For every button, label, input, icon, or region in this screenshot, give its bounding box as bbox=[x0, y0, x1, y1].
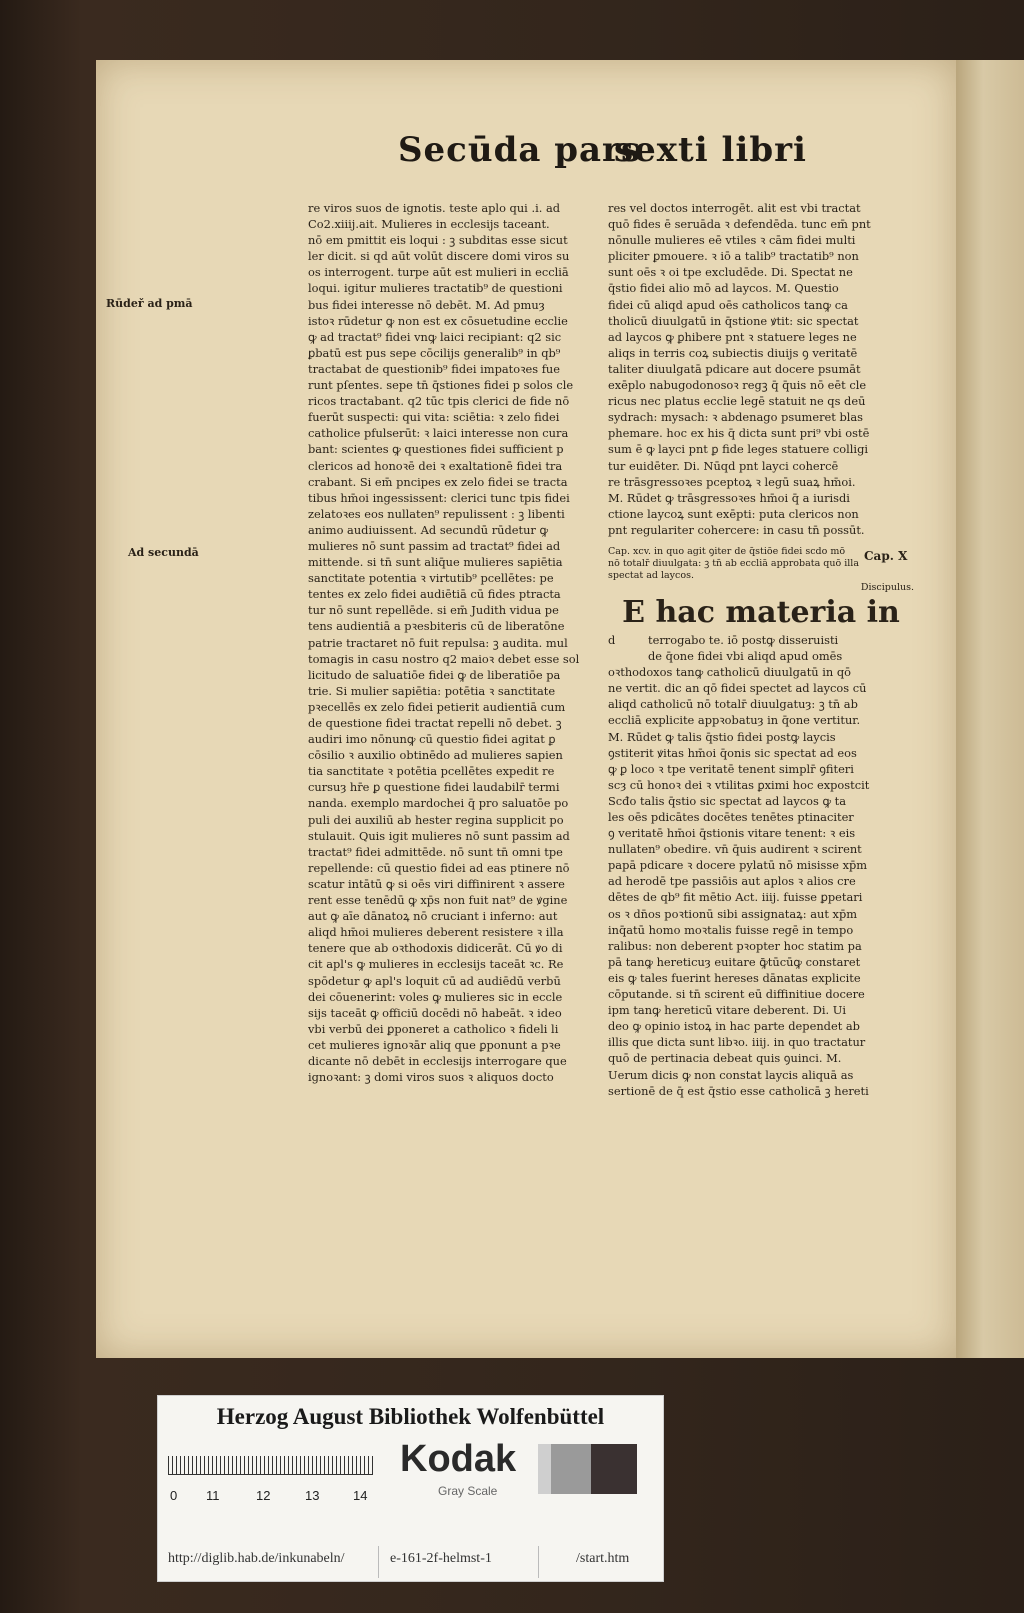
library-reference-card bbox=[157, 1395, 664, 1582]
chapter-opening-heading: E hac materia in bbox=[622, 594, 900, 630]
text-line: de questione fidei tractat repelli nō debet. ꝫ bbox=[308, 716, 562, 730]
running-head-left: Secūda pars bbox=[398, 130, 642, 170]
spacer bbox=[608, 538, 914, 546]
text-line bbox=[608, 632, 914, 648]
text-line: aliqd hm̄oi mulieres deberent resistere ꝛ illa bbox=[308, 925, 564, 940]
kodak-gray-scale-label: Gray Scale bbox=[438, 1484, 498, 1498]
text-line: aliqd catholicū nō totalr̄ diuulgatuȝ: ꝫ tn̄ ab bbox=[608, 697, 858, 712]
gray-patch-dark bbox=[591, 1444, 637, 1494]
text-line: ꝑbatū est pus sepe cōcilijs generalib⁹ in qb⁹ bbox=[308, 345, 561, 360]
text-line: clericos ad honoꝛē dei ꝛ exaltationē fidei tra bbox=[308, 458, 563, 473]
text-line: ꝯstiterit ꝟitas hm̄oi q̄onis sic spectat ad eos bbox=[608, 745, 857, 760]
text-line: sijs taceāt ꝙ officiū docēdi nō habeāt. ꝛ ideo bbox=[308, 1005, 562, 1020]
text-line: repellende: cū questio fidei ad eas ptinere nō bbox=[308, 860, 570, 875]
text-line: ne vertit. dic an qō fidei spectet ad laycos cū bbox=[608, 681, 867, 696]
ruler-number: 0 bbox=[170, 1488, 178, 1503]
text-line: ler dicit. si qd aūt volūt discere domi viros su bbox=[308, 249, 570, 264]
text-line: mulieres nō sunt passim ad tractat⁹ fidei ad bbox=[308, 538, 561, 553]
text-line: bant: scientes ꝙ questiones fidei sufficient p bbox=[308, 442, 564, 457]
text-line: de q̄one fidei vbi aliqd apud omēs bbox=[648, 649, 843, 664]
text-line: bus fidei interesse nō debēt. M. Ad pmuȝ bbox=[308, 297, 545, 312]
text-line: pliciter ꝑmouere. ꝛ iō a talib⁹ tractatib⁹ non bbox=[608, 249, 859, 264]
url-prefix: http://diglib.hab.de/inkunabeln/ bbox=[168, 1551, 345, 1566]
text-line: ipm tanꝙ hereticū vitare deberent. Di. Ui bbox=[608, 1003, 846, 1018]
text-line: ricus nec platus ecclie legē statuit ne qs deū bbox=[608, 394, 866, 409]
kodak-logo bbox=[398, 1440, 538, 1498]
text-line: animo audiuissent. Ad secundū rūdetur ꝙ bbox=[308, 522, 549, 537]
text-line: licitudo de saluatiōe fidei ꝙ de liberatiōe pa bbox=[308, 667, 561, 682]
text-line: tia sanctitate ꝛ potētia pcellētes expedit re bbox=[308, 764, 555, 779]
right-text-column bbox=[608, 200, 914, 1099]
ruler-number: 12 bbox=[256, 1488, 271, 1503]
text-line: tentes ex zelo fidei audiētiā cū fides ptracta bbox=[308, 587, 561, 602]
book-page bbox=[96, 60, 956, 1358]
text-line: cursuȝ hr̄e ꝑ questione fidei laudabilr̄ termi bbox=[308, 780, 560, 795]
text-line: dei cōuenerint: voles ꝙ mulieres sic in eccle bbox=[308, 989, 563, 1004]
text-line: audiri imo nōnunꝙ cū questio fidei agitat ꝑ bbox=[308, 732, 556, 747]
text-line: deo ꝙ opinio istoꝝ in hac parte dependet ab bbox=[608, 1019, 860, 1034]
text-line: trie. Si mulier sapiētia: potētia ꝛ sanctitate bbox=[308, 683, 556, 698]
text-line: ricos tractabant. q2 tūc tpis clerici de fide nō bbox=[308, 394, 570, 409]
chapter-marginal-mark: Cap. X bbox=[864, 549, 908, 563]
text-line: tholicū diuulgatū in q̄stione ꝟtit: sic spectat bbox=[608, 313, 859, 328]
text-line: istoꝛ rūdetur ꝙ non est ex cōsuetudine ecclie bbox=[308, 313, 568, 328]
text-line: sunt oēs ꝛ oi tpe excludēde. Di. Spectat ne bbox=[608, 265, 853, 280]
text-line: pnt regulariter cohercere: in casu tn̄ possūt. bbox=[608, 522, 865, 537]
text-line: quō de pertinacia debeat quis ꝯuinci. M. bbox=[608, 1051, 842, 1066]
text-line: nullaten⁹ obedire. vn̄ q̄uis audirent ꝛ scirent bbox=[608, 842, 862, 857]
text-line: inq̄atū homo moꝛtalis fuisse regē in tempo bbox=[608, 922, 854, 937]
text-line: fidei cū aliqd apud oēs catholicos tanꝙ ca bbox=[608, 297, 848, 312]
text-line: les oēs pdicātes docētes tenētes ptinaciter bbox=[608, 810, 854, 824]
text-line: tibus hm̄oi ingessissent: clerici tunc tpis fidei bbox=[308, 490, 570, 505]
text-line: nō em pmittit eis loqui : ꝫ subditas esse sicut bbox=[308, 233, 568, 248]
text-line: cōsilio ꝛ auxilio obtinēdo ad mulieres sapien bbox=[308, 748, 563, 763]
text-line: ralibus: non deberent pꝛopter hoc statim pa bbox=[608, 938, 862, 953]
text-line: sanctitate potentia ꝛ virtutib⁹ pcellētes: pe bbox=[308, 571, 554, 586]
margin-note-second: Ad secundā bbox=[128, 546, 199, 559]
text-line: ꝙ ad tractat⁹ fidei vnꝙ laici recipiant: q2 sic bbox=[308, 329, 562, 344]
text-line: scatur intātū ꝙ si oēs viri diffinirent ꝛ assere bbox=[308, 876, 565, 891]
text-line: M. Rūdet ꝙ trāsgressoꝛes hm̄oi q̄ a iurisdi bbox=[608, 490, 850, 505]
text-line: nanda. exemplo mardochei q̄ pro saluatōe po bbox=[308, 796, 569, 811]
text-line: quō fides ē seruāda ꝛ defendēda. tunc em̄ pnt bbox=[608, 217, 871, 232]
running-head-right: sexti libri bbox=[614, 130, 807, 170]
gray-patch-mid bbox=[551, 1444, 591, 1494]
text-line: sertionē de q̄ est q̄stio esse catholicā ꝫ hereti bbox=[608, 1083, 869, 1098]
text-line: aliqs in terris coꝝ subiectis diuijs ꝯ veritatē bbox=[608, 345, 858, 360]
text-line: fuerūt suspecti: qui vita: sciētia: ꝛ zelo fidei bbox=[308, 410, 560, 425]
library-name: Herzog August Bibliothek Wolfenbüttel bbox=[216, 1404, 605, 1429]
text-line: stulauit. Quis igit mulieres nō sunt passim ad bbox=[308, 828, 570, 843]
text-line: runt pſentes. sepe tn̄ q̄stiones fidei p solos cle bbox=[308, 378, 574, 393]
chapter-heading-line: nō totalr̄ diuulgata: ꝫ tn̄ ab eccliā approbata quō illa bbox=[608, 557, 859, 569]
text-line: ꝯ veritatē hm̄oi q̄stionis vitare tenent: ꝛ eis bbox=[608, 826, 856, 841]
text-line: Uerum dicis ꝙ non constat laycis aliquā as bbox=[608, 1067, 854, 1082]
left-text-column bbox=[308, 200, 598, 1085]
text-line: Co2.xiiij.ait. Mulieres in ecclesijs taceant. bbox=[308, 217, 550, 232]
text-line: exēplo nabugodonosoꝛ regꝫ q̄ q̄uis nō eēt cle bbox=[608, 378, 867, 393]
text-line: os ꝛ dn̄os poꝛtionū sibi assignataꝝ: aut xp̄m bbox=[608, 906, 858, 921]
text-line: re viros suos de ignotis. teste aplo qui .i. ad bbox=[308, 201, 561, 215]
text-line: sum ē ꝙ layci pnt ꝑ fide leges statuere colligi bbox=[608, 442, 869, 457]
text-line: dicante nō debēt in ecclesijs interrogare que bbox=[308, 1053, 567, 1068]
text-line: cit apl's ꝙ mulieres in ecclesijs taceāt ꝛc. Re bbox=[308, 957, 564, 972]
text-line: M. Rūdet ꝙ talis q̄stio fidei postꝙ laycis bbox=[608, 729, 836, 744]
text-line: ignoꝛant: ꝫ domi viros suos ꝛ aliquos docto bbox=[308, 1070, 554, 1085]
text-line: eis ꝙ tales fuerint hereses dānatas explicite bbox=[608, 970, 861, 985]
ruler-number: 13 bbox=[305, 1488, 320, 1503]
text-line: pꝛecellēs ex zelo fidei petierit audientiā cum bbox=[308, 699, 566, 714]
text-line: ad herodē tpe passiōis aut aplos ꝛ alios cre bbox=[608, 874, 856, 889]
text-line: tractabat de questionib⁹ fidei impatoꝛes fue bbox=[308, 361, 560, 376]
text-line: phemare. hoc ex his q̄ dicta sunt pri⁹ vbi ostē bbox=[608, 426, 870, 441]
text-line: puli dei auxiliū ab hester regina supplicit po bbox=[308, 812, 564, 827]
text-line: pā tanꝙ hereticuȝ euitare ꝙ̄tūcūꝙ constaret bbox=[608, 954, 861, 969]
url-identifier: e-161-2f-helmst-1 bbox=[390, 1551, 492, 1566]
card-divider bbox=[538, 1546, 539, 1578]
text-line: tenere que ab oꝛthodoxis didicerāt. Cū ꝟo di bbox=[308, 941, 563, 956]
text-line: nōnulle mulieres eē vtiles ꝛ cām fidei multi bbox=[608, 233, 856, 248]
text-line: q̄stio fidei alio mō ad laycos. M. Questio bbox=[608, 281, 839, 296]
gray-patch-light bbox=[538, 1444, 551, 1494]
ruler-number: 14 bbox=[353, 1488, 368, 1503]
text-line: tractat⁹ fidei admittēde. nō sunt tn̄ omni tpe bbox=[308, 844, 563, 859]
chapter-heading-line: spectat ad laycos. bbox=[608, 569, 694, 581]
text-line: res vel doctos interrogēt. alit est vbi tractat bbox=[608, 201, 861, 215]
text-line: ad laycos ꝙ ꝑhibere pnt ꝛ statuere leges ne bbox=[608, 329, 857, 344]
card-divider bbox=[378, 1546, 379, 1578]
text-line: re trāsgressoꝛes pceptoꝝ ꝛ legū suaꝝ hm̄oi. bbox=[608, 474, 856, 489]
text-line: oꝛthodoxos tanꝙ catholicū diuulgatū in qō bbox=[608, 665, 851, 680]
text-line: scȝ cū honoꝛ dei ꝛ vtilitas ꝑximi hoc expostcit bbox=[608, 777, 870, 792]
text-line: spōdetur ꝙ apl's loquit cū ad audiēdū verbū bbox=[308, 973, 561, 988]
text-line: os interrogent. turpe aūt est mulieri in eccliā bbox=[308, 265, 569, 280]
text-line: cōputande. si tn̄ scirent eū diffinitiue docere bbox=[608, 987, 865, 1002]
url-suffix: /start.htm bbox=[576, 1551, 630, 1566]
margin-note-first: Rūdeř ad pmā bbox=[106, 297, 193, 310]
text-line: zelatoꝛes eos nullaten⁹ repulissent : ꝫ libenti bbox=[308, 506, 565, 521]
text-line: rent esse tenēdū ꝙ xp̄s non fuit nat⁹ de ꝟgine bbox=[308, 893, 568, 908]
text-line: Scđo talis q̄stio sic spectat ad laycos ꝙ ta bbox=[608, 793, 847, 808]
text-line: tens audientiā a pꝛesbiteris cū de liberatōne bbox=[308, 619, 565, 634]
text-line: mittende. si tn̄ sunt aliq̄ue mulieres sapiētia bbox=[308, 555, 563, 570]
chapter-heading-line: Discipulus. bbox=[860, 581, 914, 593]
text-line: ctione laycoꝝ sunt exēpti: puta clericos non bbox=[608, 506, 859, 521]
text-line: aut ꝙ aīe dānatoꝝ nō cruciant i inferno: aut bbox=[308, 909, 558, 924]
chapter-heading-line: Cap. xcv. in quo agit ꝯiter de q̄stiōe fidei scdo mō bbox=[608, 545, 846, 557]
text-line: sydrach: mysach: ꝛ abdenago psumeret blas bbox=[608, 410, 864, 425]
text-line: tur euidēter. Di. Nūqd pnt layci cohercē bbox=[608, 458, 839, 473]
text-line: taliter diuulgatā pdicare aut docere psumāt bbox=[608, 361, 861, 376]
text-line: patrie tractaret nō fuit repulsa: ꝫ audita. mul bbox=[308, 635, 568, 650]
text-line: crabant. Si em̄ pncipes ex zelo fidei se tracta bbox=[308, 474, 568, 489]
text-line: loqui. igitur mulieres tractatib⁹ de questioni bbox=[308, 281, 563, 296]
kodak-wordmark: Kodak bbox=[400, 1438, 517, 1480]
text-line: papā pdicare ꝛ docere pylatū nō misisse xp̄m bbox=[608, 858, 868, 873]
initial-guide-letter: d bbox=[608, 632, 616, 647]
text-line: illis que dicta sunt libꝛo. iiij. in quo tractatur bbox=[608, 1035, 866, 1050]
measurement-ruler bbox=[168, 1456, 373, 1475]
text-line: eccliā explicite appꝛobatuȝ in q̄one vertitur. bbox=[608, 713, 861, 728]
adjacent-page-edge bbox=[956, 60, 1024, 1358]
ruler-number: 11 bbox=[206, 1488, 220, 1503]
text-line: tur nō sunt repellēde. si em̄ Judith vidua pe bbox=[308, 603, 559, 618]
text-line: ꝙ ꝑ loco ꝛ tpe veritatē tenent simplr̄ ꝯfiteri bbox=[608, 761, 854, 776]
text-line: dētes de qb⁹ fit mētio Act. iiij. fuisse ꝑpetari bbox=[608, 890, 863, 905]
text-line-content: terrogabo te. iō postꝙ disseruisti bbox=[648, 632, 839, 647]
text-line: tomagis in casu nostro q2 maioꝛ debet esse sol bbox=[308, 651, 580, 666]
text-line: catholice pfulserūt: ꝛ laici interesse non cura bbox=[308, 426, 569, 441]
text-line: cet mulieres ignoꝛār aliq que ꝑponunt a pꝛe bbox=[308, 1037, 561, 1052]
text-line: vbi verbū dei ꝑponeret a catholico ꝛ fideli li bbox=[308, 1021, 559, 1036]
